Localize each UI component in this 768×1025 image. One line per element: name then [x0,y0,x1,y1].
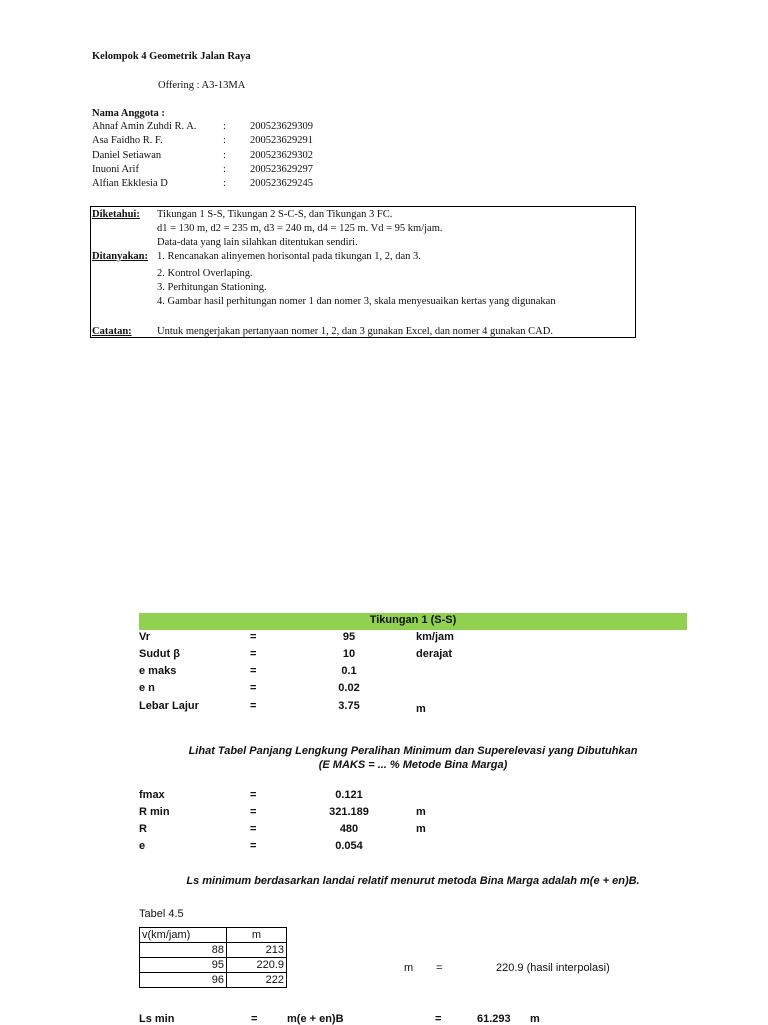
param-value: 321.189 [329,806,369,818]
member-row [92,121,352,135]
member-name: Inuoni Arif [92,164,139,175]
param-key: Lebar Lajur [139,700,199,712]
param-unit: m [416,823,426,835]
table-row [140,973,287,988]
ditanyakan-label: Ditanyakan: [92,251,149,262]
equals-sign: = [250,823,257,835]
member-row [92,150,352,164]
member-row [92,164,352,178]
equals-sign: = [250,840,257,852]
offering-text: Offering : A3-13MA [158,80,246,91]
diketahui-label: Diketahui: [92,209,140,220]
table-cell: 220.9 [227,958,287,973]
members-label: Nama Anggota : [92,108,165,119]
table-header-cell: m [227,928,287,943]
table-row [140,958,287,973]
table-reference-note: Lihat Tabel Panjang Lengkung Peralihan Minimum dan Superelevasi yang Dibutuhkan [188,745,638,757]
param-row [139,665,687,681]
table-title: Tabel 4.5 [139,908,184,920]
diketahui-line: Tikungan 1 S-S, Tikungan 2 S-C-S, dan Tikungan 3 FC. [157,209,393,220]
member-nim: 200523629309 [250,121,313,132]
equals-sign: = [250,789,257,801]
member-row [92,135,352,149]
table-cell: 88 [140,943,227,958]
member-nim: 200523629245 [250,178,313,189]
table-header-row [140,928,287,943]
equals-sign: = [251,1013,258,1025]
param-row [139,648,687,664]
param-value: 95 [342,631,356,643]
member-colon: : [223,164,226,175]
param-row [139,823,687,839]
param-value: 0.02 [338,682,360,694]
table-cell: 95 [140,958,227,973]
param-key: e maks [139,665,177,677]
ditanyakan-line: 3. Perhitungan Stationing. [157,282,267,293]
param-row [139,806,687,822]
param-value: 3.75 [338,700,360,712]
member-name: Alfian Ekklesia D [92,178,168,189]
equals-sign: = [250,700,257,712]
table-row [140,943,287,958]
param-unit: km/jam [416,631,454,643]
param-row [139,682,687,698]
param-value: 0.1 [341,665,357,677]
param-key: R [139,823,147,835]
assignment-box [90,206,636,338]
member-nim: 200523629302 [250,150,313,161]
param-row [139,789,687,805]
param-key: Sudut β [139,648,180,660]
lsmin-value: 61.293 [477,1013,511,1025]
member-colon: : [223,121,226,132]
equals-sign: = [250,648,257,660]
lsmin-unit: m [530,1013,540,1025]
ditanyakan-line: 1. Rencanakan alinyemen horisontal pada tikungan 1, 2, dan 3. [157,251,421,262]
member-colon: : [223,150,226,161]
param-row [139,631,687,647]
param-unit: m [416,806,426,818]
lsmin-key: Ls min [139,1013,175,1025]
diketahui-line: d1 = 130 m, d2 = 235 m, d3 = 240 m, d4 = 125 m. Vd = 95 km/jam. [157,223,443,234]
param-row [139,700,687,716]
param-value: 10 [342,648,356,660]
catatan-text: Untuk mengerjakan pertanyaan nomer 1, 2, dan 3 gunakan Excel, dan nomer 4 gunakan CAD. [157,326,553,337]
table-4-5 [139,927,287,988]
param-unit: derajat [416,648,453,660]
member-colon: : [223,178,226,189]
document-title: Kelompok 4 Geometrik Jalan Raya [92,51,251,62]
table-cell: 213 [227,943,287,958]
param-key: Vr [139,631,151,643]
member-colon: : [223,135,226,146]
diketahui-line: Data-data yang lain silahkan ditentukan sendiri. [157,237,358,248]
ditanyakan-line: 2. Kontrol Overlaping. [157,268,253,279]
section-title: Tikungan 1 (S-S) [369,614,457,626]
param-row [139,840,687,856]
table-reference-note: (E MAKS = ... % Metode Bina Marga) [318,759,508,771]
ditanyakan-line: 4. Gambar hasil perhitungan nomer 1 dan nomer 3, skala menyesuaikan kertas yang digunakan [157,296,556,307]
param-value: 0.054 [335,840,363,852]
section-title-bar [139,613,687,630]
equals-sign: = [250,806,257,818]
param-value: 0.121 [335,789,363,801]
param-key: e n [139,682,155,694]
table-header-cell: v(km/jam) [140,928,227,943]
param-key: e [139,840,146,852]
table-cell: 222 [227,973,287,988]
interp-label: m [404,962,414,974]
catatan-label: Catatan: [92,326,132,337]
ls-minimum-note: Ls minimum berdasarkan landai relatif menurut metoda Bina Marga adalah m(e + en)B. [186,875,640,887]
member-nim: 200523629297 [250,164,313,175]
equals-sign: = [435,1013,442,1025]
lsmin-formula: m(e + en)B [287,1013,344,1025]
equals-sign: = [436,962,443,974]
param-key: R min [139,806,170,818]
interp-value: 220.9 (hasil interpolasi) [496,962,610,974]
member-name: Ahnaf Amin Zuhdi R. A. [92,121,197,132]
table-cell: 96 [140,973,227,988]
member-nim: 200523629291 [250,135,313,146]
member-row [92,178,352,192]
param-value: 480 [339,823,359,835]
equals-sign: = [250,682,257,694]
equals-sign: = [250,631,257,643]
member-name: Daniel Setiawan [92,150,162,161]
param-unit: m [416,703,426,715]
member-name: Asa Faidho R. F. [92,135,163,146]
equals-sign: = [250,665,257,677]
param-key: fmax [139,789,165,801]
